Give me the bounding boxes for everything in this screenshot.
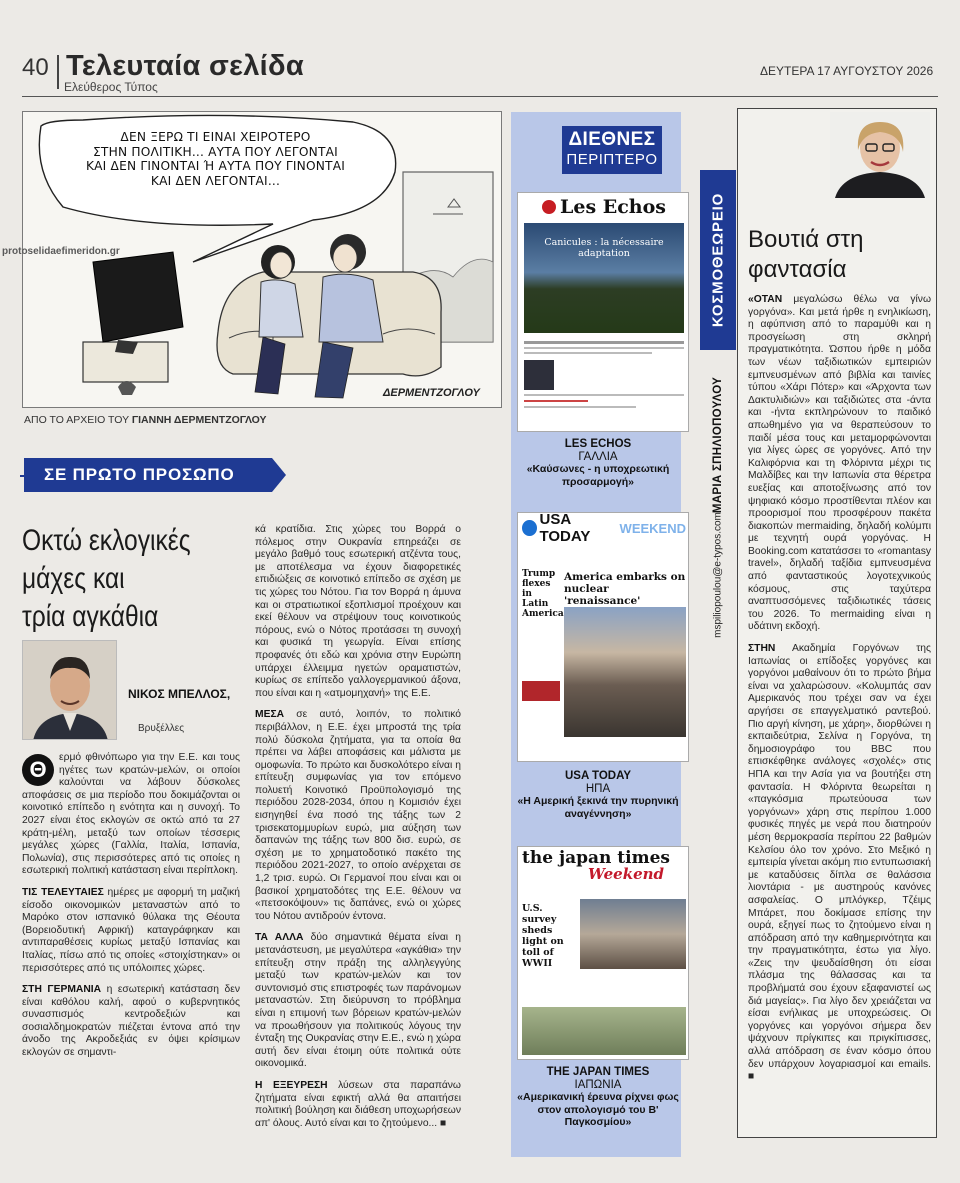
section-arrow (272, 458, 286, 492)
cover-headline: America embarks on nuclear 'renaissance' (564, 571, 686, 607)
credit-prefix: ΑΠΟ ΤΟ ΑΡΧΕΙΟ ΤΟΥ (24, 414, 129, 426)
cover-photo (564, 607, 686, 737)
article-paragraph (22, 752, 240, 878)
cartoon (22, 111, 502, 408)
newspaper-name: Ελεύθερος Τύπος (64, 80, 158, 94)
caption-usa-today (515, 770, 681, 820)
caption-les-echos (515, 438, 681, 488)
column-tab-text: ΚΟΣΜΟΘΕΩΡΕΙΟ (709, 192, 727, 328)
cover-photo-2 (522, 1007, 686, 1055)
author-name: ΝΙΚΟΣ ΜΠΕΛΛΟΣ, (128, 687, 231, 701)
cover-portrait (524, 360, 554, 390)
cover-side-headline: Trump flexes in Latin America (522, 569, 564, 619)
author-location: Βρυξέλλες (138, 723, 185, 734)
column-paragraph (748, 294, 931, 634)
bubble-line: ΚΑΙ ΔΕΝ ΓΙΝΟΝΤΑΙ Ή ΑΥΤΑ ΠΟΥ ΓΙΝΟΝΤΑΙ (85, 159, 346, 173)
cartoon-speech-bubble (43, 130, 388, 188)
page-title: Τελευταία σελίδα (66, 50, 305, 82)
column-author-photo (830, 112, 930, 198)
caption-headline: «Αμερικανική έρευνα ρίχνει φως στον απολογισμό του Β' Παγκοσμίου» (517, 1091, 679, 1128)
cover-photo (580, 899, 686, 969)
les-echos-logo-icon (542, 200, 556, 214)
masthead-extra: WEEKEND (619, 520, 686, 536)
paragraph-text: ερμό φθινόπωρο για την Ε.Ε. και τους ηγέτες των κρατών-μελών, οι οποίοι καλούνται να λάβουν δύσκολες αποφάσεις σε μια περίοδο που δοκιμάζονται οι κοινοτικό επίπεδο η ενότητα και η συνοχή. Το 2027 είναι έτος εκλογών σε οκτώ από τα 27 κράτη-μέλη, μεταξύ των οποίων τέσσερις μεγάλες χώρες (Γαλλία, Ιταλία, Ισπανία, Πολωνία), στις περισσότερες από τις οποίες η εσωτερική πολιτική κατάσταση είναι περίπλοκη. (22, 752, 240, 877)
article-paragraph (22, 984, 240, 1060)
cover-headline: Canicules : la nécessaire adaptation (544, 237, 664, 259)
headline-line: Οκτώ εκλογικές (22, 524, 191, 557)
paragraph-text: ημέρες με αφορμή τη μαζική είσοδο οικονομικών μεταναστών από το Μαρόκο στον ισπανικό θύλακα της Θέουτα (Βορειοδυτική Αφρική) καταγράφηκαν και αντιπαραθέσεις κυρίως μεταξύ Ισπανίας και Ιταλίας, πίσω από τις οποίες «στοιχίστηκαν» οι περισσότερες από τις υπόλοιπες χώρες. (22, 886, 240, 974)
article-column-2 (255, 524, 461, 1139)
paragraph-lead: ΜΕΣΑ (255, 709, 285, 721)
article-paragraph (255, 932, 461, 1071)
paragraph-text: Ακαδημία Γοργόνων της Ιαπωνίας οι επίδοξες γοργόνες και γοργόνοι μαθαίνουν ότι το πρώτο βήμα είναι να χαλαρώσουν. «Κολυμπάς σαν Αμερικανός που τρέχει σαν να έχει αργήσει σε επαγγελματικό ραντεβού. Πιο αργή κίνηση, με χάρη», διορθώνει η εκπαιδεύτρια, Σελίνα η Γοργόνα, τη δημοσιογράφο του BBC που επισκέφθηκε ανάλογες «σχολές» στις ΗΠΑ και την Ασία για να βουτήξει στη φαντασία. Η Φλόριντα θεωρείται η «παγκόσμια πρωτεύουσα των γοργόνων» χάρη στις περίπου 1.000 φυσικές πηγές με νερά που διατηρούν μέση θερμοκρασία περίπου 22 βαθμών Κελσίου όλο τον χρόνο. Στο Μεξικό η εμπειρία γίνεται ακόμη πιο εντυπωσιακή με καταδύσεις δίπλα σε θαλάσσια λιοντάρια - με αυστηρούς κανόνες ασφαλείας. Ο μπλόγκερ, Τζέιμς Μπάρετ, που δοκίμασε επίσης την ουρά, εξηγεί πως το ζητούμενο είναι η απόδραση από την καθημερινότητα και την πραγματικότητα, έστω για λίγο. «Ζεις την ψευδαίσθηση ότι είσαι πλάσμα της θάλασσας και τα προβλήματά σου έχουν εξαφανιστεί ως διά μαγείας». Για λίγο δεν χρειάζεται να είσαι ενήλικας με υποχρεώσεις. Οι γοργόνες και γοργόνοι σήμερα δεν ψάχνουν πρίγκιπες και πριγκίπισσες, αλλά απόδραση σε έναν κόσμο όπου δεν υπάρχουν λογαριασμοί και emails. ■ (748, 643, 931, 1083)
paragraph-lead: Η ΕΞΕΥΡΕΣΗ (255, 1079, 328, 1091)
page-number: 40 (22, 54, 49, 81)
column-body (748, 294, 931, 1093)
caption-publication: USA TODAY (564, 770, 632, 782)
masthead-text: Les Echos (560, 196, 666, 218)
caption-headline: «Καύσωνες - η υποχρεωτική προσαρμογή» (526, 463, 670, 488)
section-label: ΣΕ ΠΡΩΤΟ ΠΡΟΣΩΠΟ (24, 458, 272, 492)
article-column-1 (22, 752, 240, 1069)
caption-publication: LES ECHOS (564, 438, 632, 450)
article-paragraph (255, 709, 461, 923)
issue-date: ΔΕΥΤΕΡΑ 17 ΑΥΓΟΥΣΤΟΥ 2026 (760, 64, 934, 78)
paragraph-text: σε αυτό, λοιπόν, το πολιτικό περιβάλλον, η Ε.Ε. έχει μπροστά της τρία πολύ δύσκολα ζητήματα, για τα οποία θα πρέπει να λάβει αποφάσεις και μάλιστα με ομοφωνία. Το πρώτο και δυσκολότερο είναι η επίτευξη συμφωνίας για τον επόμενο πολυετή Κοινοτικό Προϋπολογισμό της περιόδου 2028-2034, όπου η Κομισιόν έχει εισηγηθεί ένα ποσό της τάξης των 2 τρισεκατομμυρίων ευρώ, μια αύξηση των δαπανών της τάξης των 800 δισ. ευρώ, σε σχέση με το χρηματοδοτικό πακέτο της περιόδου 2021-2027, το οποίο ανέρχεται σε 1,2 τρισ. ευρώ. Οι Γερμανοί που είναι και οι βασικοί χρηματοδότες της Ε.Ε. θέλουν να «πετσοκόψουν» τις δαπάνες, ενώ οι χώρες του Νότου αντιδρούν έντονα. (255, 709, 461, 922)
column-author-email (700, 490, 736, 660)
column-title-line: φαντασία (748, 256, 847, 283)
usa-today-logo-icon (522, 520, 537, 536)
article-paragraph (255, 524, 461, 700)
cartoon-credit (24, 414, 267, 426)
cover-usa-today (517, 512, 689, 762)
column-author-text: ΜΑΡΙΑ ΣΠΗΛΙΟΠΟΥΛΟΥ (712, 376, 724, 514)
cover-les-echos (517, 192, 689, 432)
article-paragraph (22, 887, 240, 975)
masthead-text: USA TODAY (539, 512, 591, 545)
column-title (748, 225, 928, 285)
headline-line: μάχες και (22, 562, 125, 595)
credit-name: ΓΙΑΝΝΗ ΔΕΡΜΕΝΤΖΟΓΛΟΥ (131, 414, 267, 426)
cover-japan-times (517, 846, 689, 1060)
caption-country: ΗΠΑ (585, 782, 611, 795)
paragraph-text: δύο σημαντικά θέματα είναι η μετανάστευση, με μεγαλύτερα «αγκάθια» την επίτευξη στην πράξη της αλληλεγγύης μεταξύ των κρατών-μελών και τον συντονισμό στις επιστροφές των παράνομων μεταναστών. Στη διεύρυνση το πρόβλημα είναι η επιμονή των βόρειων κρατών-μελών να προωθήσουν για πολιτικούς λόγους την ένταξη της Ουκρανίας στην Ε.Ε., ενώ η χώρα αυτή δεν είναι έτοιμη ούτε πολιτικά ούτε οικονομικά. (255, 932, 461, 1070)
caption-publication: THE JAPAN TIMES (546, 1066, 650, 1078)
bubble-line: ΣΤΗΝ ΠΟΛΙΤΙΚΗ... ΑΥΤΑ ΠΟΥ ΛΕΓΟΝΤΑΙ (93, 144, 338, 159)
intl-label-line: ΠΕΡΙΠΤΕΡΟ (566, 151, 658, 168)
cover-badge (522, 681, 560, 701)
paragraph-text: κά κρατίδια. Στις χώρες του Βορρά ο πόλεμος στην Ουκρανία επηρεάζει σε μεγάλο βαθμό τους εσωτερική ατζέντα τους, με αποτέλεσμα να έχουν διαφορετικές επιδιώξεις σε κοινοτικό επίπεδο σε σχέση με τις χώρες του Νότου. Για τον Βορρά η άμυνα και οι στρατιωτικοί εξοπλισμοί προέχουν και εκεί θέλουν να στρέψουν τους κοινοτικούς πόρους, ενώ ο Νότος προτάσσει τη συνοχή και φυσικά τη γεωργία. Είναι επίσης προφανές ότι εδώ και χρόνια στην Ευρώπη υπάρχει έλλειμμα ηγετών οραματιστών, κυρίως σε επίπεδο γαλλογερμανικού άξονα, που είναι και η «ατμομηχανή» της Ε.Ε. (255, 524, 461, 699)
paragraph-lead: ΤΑ ΑΛΛΑ (255, 932, 304, 944)
paragraph-text: η εσωτερική κατάσταση δεν είναι καθόλου καλή, αφού ο κυβερνητικός συνασπισμός κεντροδεξιών και σοσιαλδημοκρατών πιέζεται έντονα από την άνοδο της Ακροδεξιάς εν όψει κρίσιμων εκλογών σε σημαντι- (22, 984, 240, 1059)
paragraph-lead: ΤΙΣ ΤΕΛΕΥΤΑΙΕΣ (22, 886, 104, 898)
header-rule (22, 96, 938, 97)
cover-masthead (518, 193, 689, 221)
article-paragraph (255, 1080, 461, 1130)
headline-line: τρία αγκάθια (22, 600, 159, 633)
intl-kiosk-label (562, 126, 662, 174)
masthead-extra: Weekend (588, 865, 665, 883)
cover-photo (524, 223, 684, 333)
drop-cap: Θ (22, 754, 54, 786)
column-title-line: Βουτιά στη (748, 226, 864, 253)
paragraph-text: λύσεων στα παραπάνω ζητήματα είναι εφικτή αλλά θα απαιτήσει πολιτική βούληση και διάθεση υποχωρήσεων απ' όλους. Αυτό είναι και το ζητούμενο... ■ (255, 1079, 461, 1129)
watermark: protoselidaefimeridon.gr (2, 246, 120, 257)
intl-label-line: ΔΙΕΘΝΕΣ (568, 129, 656, 150)
column-paragraph (748, 643, 931, 1084)
paragraph-lead: ΣΤΗ ΓΕΡΜΑΝΙΑ (22, 984, 102, 996)
bubble-line: ΚΑΙ ΔΕΝ ΛΕΓΟΝΤΑΙ... (150, 173, 281, 188)
cover-masthead (522, 512, 686, 545)
masthead-divider (57, 55, 59, 89)
caption-country: ΙΑΠΩΝΙΑ (574, 1078, 622, 1091)
paragraph-text: μεγαλώσω θέλω να γίνω γοργόνα». Και μετά ήρθε η ενηλικίωση, η αφύπνιση από το παραμύθι και η προσγείωση στη σκληρή πραγματικότητα. Ώσπου ήρθε η μόδα των νέων ταξιδιωτικών εμπειριών εμπνευσμένων από βιβλία και ταινίες τύπου «Χάρι Πότερ» και «Άρχοντα των Δακτυλιδιών» και ταξιδιώτες στα -άντα και -ήντα εκπληρώνουν το παιδικό απωθημένο για να θεραπεύσουν το παιδί μέσα τους και μεταμορφώνονται για λίγες ώρες σε γοργόνες. Από την Καλιφόρνια και τη Φλόριντα μέχρι τις Μαλδίβες και την Ιαπωνία στα θέρετρα ευεξίας και αποτοξίνωσης από τον ψηφιακό κόσμο προστίθενται πλέον και προορισμοί που προσφέρουν πακέτα διακοπών mermaiding, δηλαδή κολύμπι με τεχνητή ουρά γοργόνας. Η Booking.com κατατάσσει το «romantasy travel», δηλαδή ταξίδια εμπνευσμένα από φανταστικούς λογοτεχνικούς κόσμους, στις ταχύτερα αναπτυσσόμενες ταξιδιωτικές τάσεις του 2026. Το mermaiding είναι η υδάτινη εκδοχή. (748, 294, 931, 633)
masthead-text: the japan times (522, 848, 670, 868)
author-photo (22, 640, 117, 740)
paragraph-lead: «ΟΤΑΝ (748, 294, 783, 305)
bubble-line: ΔΕΝ ΞΕΡΩ ΤΙ ΕΙΝΑΙ ΧΕΙΡΟΤΕΡΟ (120, 130, 311, 144)
cover-headline: U.S. survey sheds light on toll of WWII (522, 903, 564, 969)
caption-japan-times (515, 1066, 681, 1129)
column-email-text: mspiliopoulou@e-typos.com (712, 512, 724, 638)
caption-country: ΓΑΛΛΙΑ (578, 450, 618, 463)
column-tab (700, 170, 736, 350)
caption-headline: «Η Αμερική ξεκινά την πυρηνική αναγέννηση» (517, 795, 679, 820)
cartoon-signature: ΔΕΡΜΕΝΤΖΟΓΛΟΥ (383, 387, 480, 399)
paragraph-lead: ΣΤΗΝ (748, 643, 776, 655)
article-headline (22, 522, 202, 636)
cover-body (524, 338, 684, 428)
